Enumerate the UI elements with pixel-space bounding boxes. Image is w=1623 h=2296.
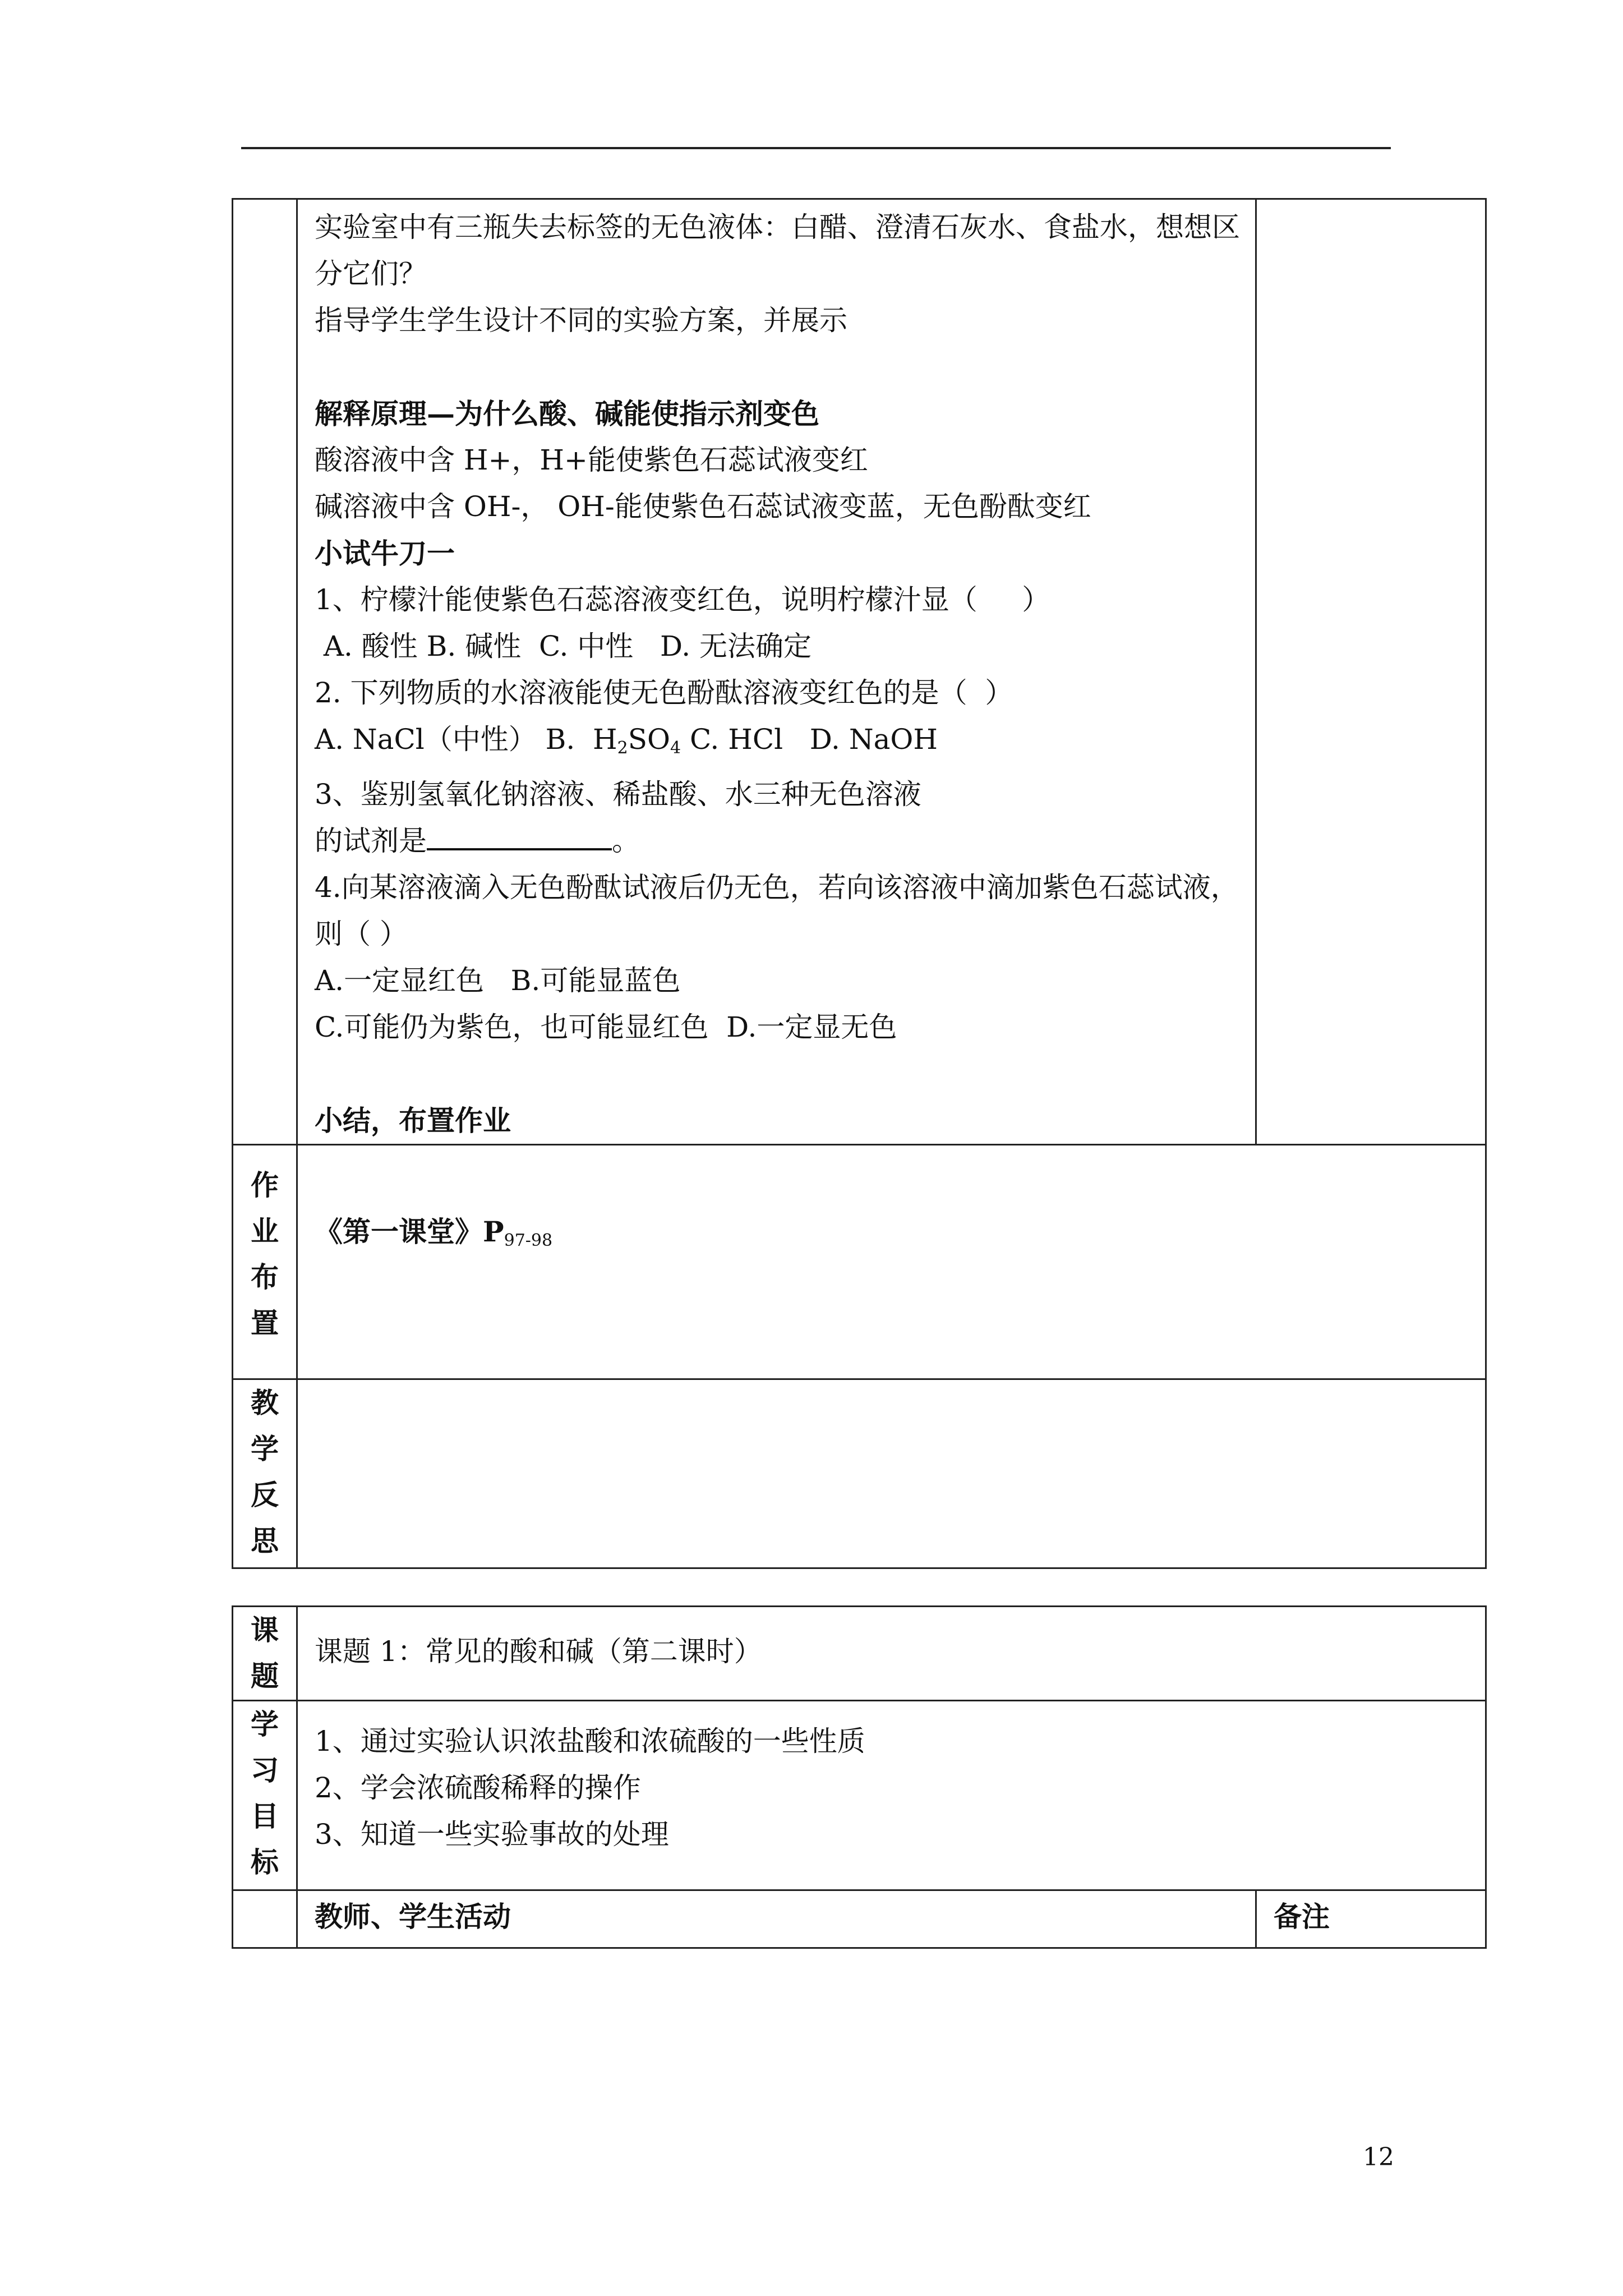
topic-content — [297, 1607, 1486, 1701]
q2-options-part-b: SO — [628, 723, 670, 756]
label-char: 习 — [251, 1754, 279, 1787]
question-3: 3、鉴别氢氧化钠溶液、稀盐酸、水三种无色溶液 — [315, 778, 921, 811]
goal-item: 1、通过实验认识浓盐酸和浓硫酸的一些性质 — [315, 1725, 865, 1757]
label-char: 学 — [251, 1708, 279, 1741]
label-char: 作 — [251, 1168, 279, 1202]
acid-principle: 酸溶液中含 H+，H+能使紫色石蕊试液变红 — [315, 444, 868, 476]
question-1: 1、柠檬汁能使紫色石蕊溶液变红色，说明柠檬汁显（ ） — [315, 583, 1050, 616]
summary-heading: 小结，布置作业 — [315, 1104, 511, 1137]
header-rule — [241, 147, 1391, 149]
page-number: 12 — [1363, 2143, 1394, 2171]
guide-text: 指导学生学生设计不同的实验方案，并展示 — [315, 304, 847, 337]
goals-label — [233, 1701, 297, 1890]
question-3-blank-line — [315, 818, 1255, 864]
question-3-suffix: 。 — [612, 825, 640, 857]
activity-header-cell — [297, 1890, 1256, 1948]
reflection-row — [233, 1379, 1486, 1568]
label-char: 目 — [251, 1800, 279, 1833]
notes-cell — [1256, 199, 1486, 1145]
label-char: 业 — [251, 1214, 279, 1248]
notes-header: 备注 — [1274, 1900, 1330, 1933]
goals-row — [233, 1701, 1486, 1890]
topic-row — [233, 1607, 1486, 1701]
base-principle: 碱溶液中含 OH-， OH-能使紫色石蕊试液变蓝，无色酚酞变红 — [315, 490, 1091, 523]
label-char: 学 — [251, 1432, 279, 1465]
label-char: 教 — [251, 1386, 279, 1419]
q2-options-part-c: C. HCl D. NaOH — [681, 723, 938, 756]
topic-label — [233, 1607, 297, 1701]
goal-item: 2、学会浓硫酸稀释的操作 — [315, 1772, 641, 1804]
question-3-prefix: 的试剂是 — [315, 825, 427, 857]
homework-text — [315, 1208, 1485, 1264]
homework-label — [233, 1145, 297, 1379]
empty-label-cell — [233, 1890, 297, 1948]
question-4-options-cd: C.可能仍为紫色，也可能显红色 D.一定显无色 — [315, 1011, 897, 1043]
label-char: 置 — [251, 1306, 279, 1340]
activity-header-row — [233, 1890, 1486, 1948]
label-char: 反 — [251, 1478, 279, 1511]
goal-item: 3、知道一些实验事故的处理 — [315, 1818, 669, 1851]
scenario-text: 实验室中有三瓶失去标签的无色液体：白醋、澄清石灰水、食盐水，想想区分它们？ — [315, 211, 1240, 290]
homework-content — [297, 1145, 1486, 1379]
activity-content — [297, 199, 1256, 1145]
empty-label-cell — [233, 199, 297, 1145]
homework-pages: 97-98 — [504, 1231, 553, 1250]
question-1-options: A. 酸性 B. 碱性 C. 中性 D. 无法确定 — [315, 630, 812, 662]
question-4-options-ab: A.一定显红色 B.可能显蓝色 — [315, 964, 681, 997]
subscript-2: 2 — [617, 738, 628, 758]
label-char: 课 — [251, 1613, 279, 1646]
lesson-plan-table-1 — [232, 198, 1487, 1569]
reflection-content — [297, 1379, 1486, 1568]
spacer — [315, 344, 1255, 390]
activity-header: 教师、学生活动 — [315, 1900, 511, 1933]
activity-row — [233, 199, 1486, 1145]
question-2: 2. 下列物质的水溶液能使无色酚酞溶液变红色的是（ ） — [315, 677, 1013, 709]
answer-blank — [427, 819, 612, 850]
label-char: 题 — [251, 1659, 279, 1692]
practice-heading: 小试牛刀一 — [315, 537, 455, 570]
q2-options-part-a: A. NaCl（中性） B. H — [315, 723, 617, 756]
question-2-options — [315, 716, 1255, 771]
principle-heading: 解释原理—为什么酸、碱能使指示剂变色 — [315, 397, 819, 430]
goals-content — [297, 1701, 1486, 1890]
topic-text: 课题 1：常见的酸和碱（第二课时） — [315, 1635, 762, 1668]
homework-row — [233, 1145, 1486, 1379]
lesson-plan-table-2 — [232, 1605, 1487, 1949]
label-char: 布 — [251, 1260, 279, 1294]
notes-header-cell — [1256, 1890, 1486, 1948]
spacer — [315, 1051, 1255, 1097]
reflection-label — [233, 1379, 297, 1568]
homework-book: 《第一课堂》P — [315, 1215, 504, 1248]
label-char: 标 — [251, 1846, 279, 1879]
label-char: 思 — [251, 1524, 279, 1557]
question-4: 4.向某溶液滴入无色酚酞试液后仍无色，若向该溶液中滴加紫色石蕊试液，则（ ） — [315, 871, 1239, 950]
subscript-4: 4 — [670, 738, 681, 758]
